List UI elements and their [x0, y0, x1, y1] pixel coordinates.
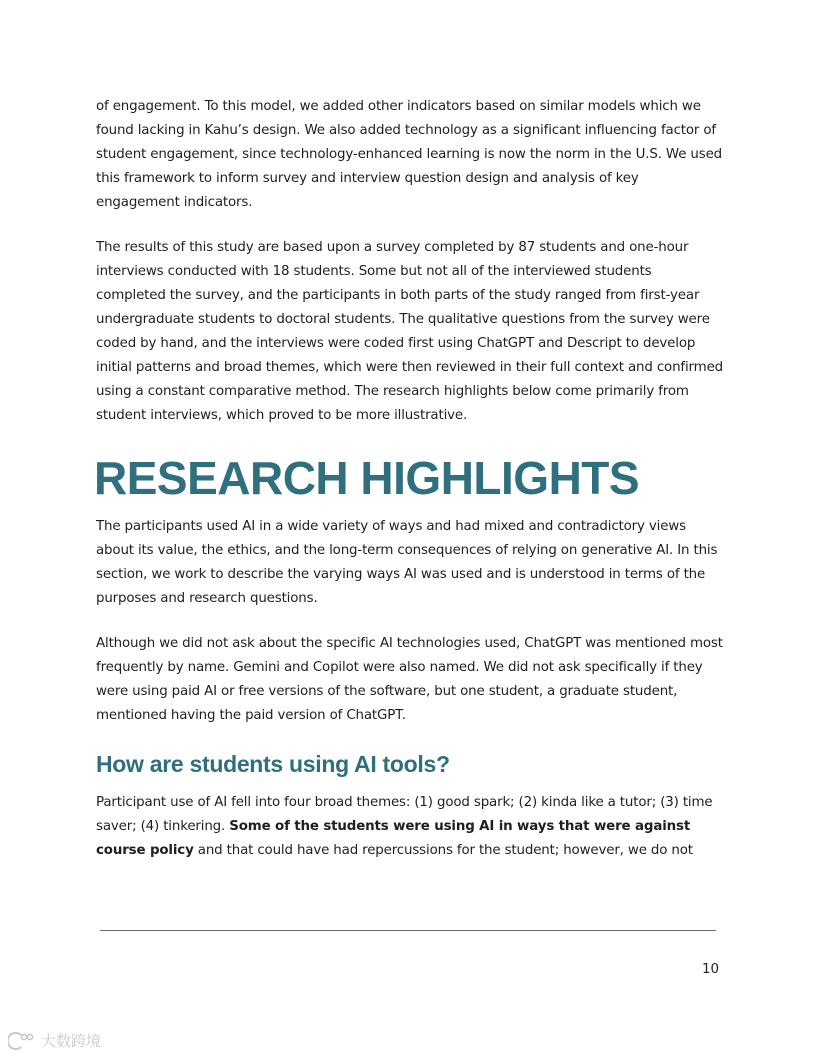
footer-divider	[100, 930, 716, 931]
watermark-logo-icon	[8, 1031, 38, 1051]
paragraph-text: and that could have had repercussions for the student; however, we do not	[193, 843, 693, 858]
section-heading: RESEARCH HIGHLIGHTS	[94, 452, 640, 504]
body-paragraph	[96, 791, 724, 863]
body-paragraph: The participants used AI in a wide variety of ways and had mixed and contradictory views about its value, the ethics, and the long-term consequences of relying on generative AI. In this section, we work to describe the varying ways AI was used and is understood in terms of the purposes and research questions.	[96, 519, 718, 606]
watermark	[8, 1030, 101, 1051]
bold-emphasis: Some of the students were using AI in ways that were against course policy	[96, 819, 691, 858]
subheading: How are students using AI tools?	[96, 751, 450, 777]
body-paragraph: The results of this study are based upon a survey completed by 87 students and one-hour interviews conducted with 18 students. Some but not all of the interviewed students completed the survey, and the participants in both parts of the study ranged from first-year undergraduate students to doctoral students. The qualitative questions from the survey were coded by hand, and the interviews were coded first using ChatGPT and Descript to develop initial patterns and broad themes, which were then reviewed in their full context and confirmed using a constant comparative method. The research highlights below come primarily from student interviews, which proved to be more illustrative.	[96, 240, 724, 423]
page-content	[96, 95, 724, 884]
watermark-text: 大数跨境	[41, 1032, 102, 1050]
body-paragraph: Although we did not ask about the specific AI technologies used, ChatGPT was mentioned most frequently by name. Gemini and Copilot were also named. We did not ask specifically if they were using paid AI or free versions of the software, but one student, a graduate student, mentioned having the paid version of ChatGPT.	[96, 636, 723, 723]
paragraph-text: Participant use of AI fell into four broad themes: (1) good spark; (2) kinda like a tutor; (3) time saver; (4) tinkering.	[96, 795, 713, 834]
body-paragraph: of engagement. To this model, we added other indicators based on similar models which we found lacking in Kahu’s design. We also added technology as a significant influencing factor of student engagement, since technology-enhanced learning is now the norm in the U.S. We used this framework to inform survey and interview question design and analysis of key engagement indicators.	[96, 99, 723, 210]
page-number: 10	[701, 962, 719, 977]
